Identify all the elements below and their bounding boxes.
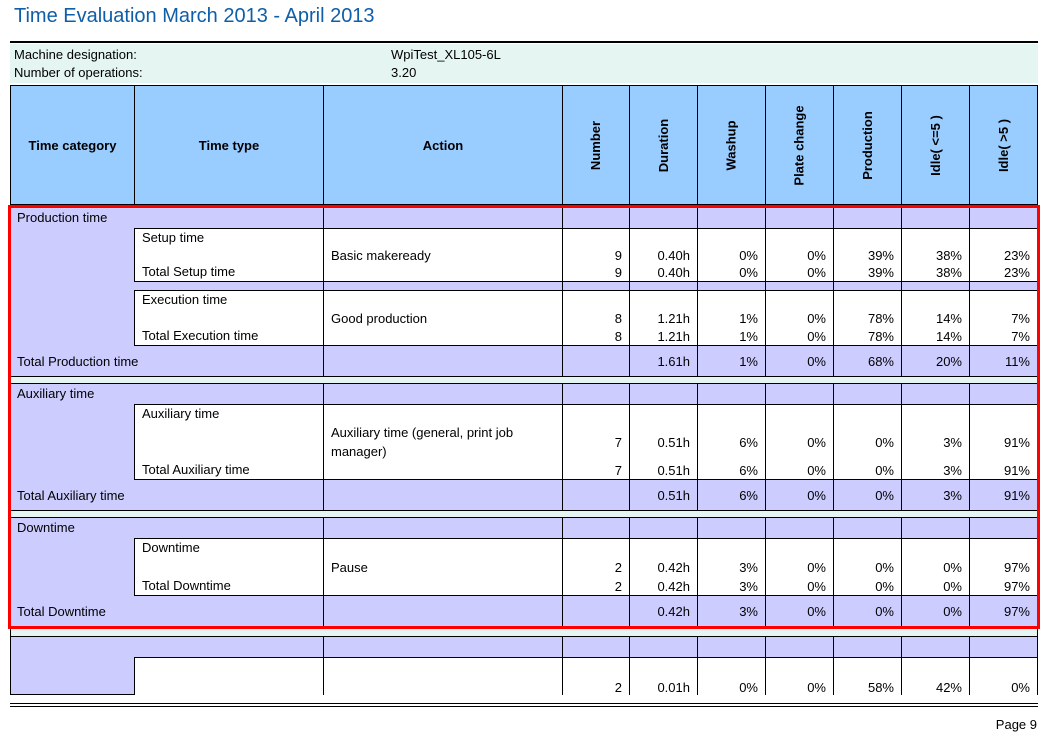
section-total-label: Total Auxiliary time bbox=[17, 487, 125, 503]
washup-cell: 1% 1% bbox=[697, 290, 765, 346]
table-header-row bbox=[10, 85, 1038, 205]
time-type-total-label: Total Downtime bbox=[142, 578, 231, 593]
info-row bbox=[10, 64, 1038, 82]
duration-total: 0.51h bbox=[629, 480, 697, 510]
idle-le5-total: 0% bbox=[901, 596, 969, 626]
section-total-label: Total Production time bbox=[17, 353, 139, 369]
section-separator bbox=[11, 510, 1037, 518]
plate-change-total: 0% bbox=[765, 346, 833, 376]
production-cell: 78% 78% bbox=[833, 290, 901, 346]
section-header-row bbox=[11, 518, 1037, 538]
washup-total: 6% bbox=[697, 480, 765, 510]
section-separator bbox=[11, 376, 1037, 384]
idle-gt5-cell: 23% 23% bbox=[969, 228, 1037, 282]
action-cell bbox=[323, 228, 562, 282]
number-total bbox=[562, 346, 629, 376]
time-type-box bbox=[134, 404, 323, 480]
group-band-cutoff bbox=[11, 657, 1037, 695]
action-label: Good production bbox=[331, 310, 428, 326]
col-header-idle-le5: Idle( <=5 ) bbox=[901, 86, 969, 204]
plate-change-total: 0% bbox=[765, 596, 833, 626]
washup-cell: 3% 3% bbox=[697, 538, 765, 596]
group-band-execution-time bbox=[11, 290, 1037, 346]
section-label: Auxiliary time bbox=[17, 386, 95, 401]
info-value: WpiTest_XL105-6L bbox=[391, 47, 501, 62]
plate-change-total: 0% bbox=[765, 480, 833, 510]
section-total-row bbox=[11, 346, 1037, 376]
idle-le5-total: 20% bbox=[901, 346, 969, 376]
time-type-label: Downtime bbox=[142, 540, 200, 555]
section-header-row bbox=[11, 384, 1037, 404]
duration-cell: 0.01h bbox=[629, 657, 697, 695]
idle-gt5-total: 97% bbox=[969, 596, 1037, 626]
section-production-time bbox=[11, 208, 1037, 376]
action-label: Basic makeready bbox=[331, 247, 431, 263]
production-cell: 0% 0% bbox=[833, 404, 901, 480]
washup-cell: 0% bbox=[697, 657, 765, 695]
group-band-downtime bbox=[11, 538, 1037, 596]
number-total bbox=[562, 480, 629, 510]
col-header-idle-gt5: Idle( >5 ) bbox=[969, 86, 1037, 204]
number-cell: 2 2 bbox=[562, 538, 629, 596]
section-total-label: Total Downtime bbox=[17, 603, 106, 619]
plate-change-cell: 0% bbox=[765, 657, 833, 695]
time-type-total-label: Total Execution time bbox=[142, 328, 259, 343]
group-band-setup-time bbox=[11, 228, 1037, 282]
production-total: 0% bbox=[833, 596, 901, 626]
number-cell: 2 bbox=[562, 657, 629, 695]
section-auxiliary-time bbox=[11, 384, 1037, 510]
info-value: 3.20 bbox=[391, 65, 417, 80]
action-label: Pause bbox=[331, 559, 368, 575]
duration-total: 1.61h bbox=[629, 346, 697, 376]
number-cell: 7 7 bbox=[562, 404, 629, 480]
col-header-number: Number bbox=[562, 86, 629, 204]
time-type-box bbox=[134, 538, 323, 596]
col-header-duration: Duration bbox=[629, 86, 697, 204]
plate-change-cell: 0% 0% bbox=[765, 290, 833, 346]
page-number: Page 9 bbox=[995, 717, 1037, 732]
idle-le5-cell: 3% 3% bbox=[901, 404, 969, 480]
col-header-production: Production bbox=[833, 86, 901, 204]
section-total-row bbox=[11, 480, 1037, 510]
plate-change-cell: 0% 0% bbox=[765, 228, 833, 282]
washup-cell: 6% 6% bbox=[697, 404, 765, 480]
time-type-label: Execution time bbox=[142, 292, 228, 307]
col-header-time-category: Time category bbox=[28, 137, 117, 153]
col-header-time-type: Time type bbox=[134, 86, 323, 204]
section-label: Downtime bbox=[17, 520, 75, 535]
action-label: Auxiliary time (general, print job manager) bbox=[331, 425, 514, 459]
washup-cell: 0% 0% bbox=[697, 228, 765, 282]
idle-le5-total: 3% bbox=[901, 480, 969, 510]
section-separator bbox=[11, 629, 1037, 637]
col-header-plate-change: Plate change bbox=[765, 86, 833, 204]
action-cell bbox=[323, 290, 562, 346]
number-cell: 9 9 bbox=[562, 228, 629, 282]
time-type-box bbox=[134, 290, 323, 346]
production-cell: 39% 39% bbox=[833, 228, 901, 282]
production-cell: 58% bbox=[833, 657, 901, 695]
group-band-auxiliary-time bbox=[11, 404, 1037, 480]
section-downtime bbox=[11, 518, 1037, 626]
section-header-row bbox=[11, 208, 1037, 228]
page-title: Time Evaluation March 2013 - April 2013 bbox=[14, 5, 375, 27]
info-label: Machine designation: bbox=[14, 47, 137, 62]
idle-gt5-cell: 7% 7% bbox=[969, 290, 1037, 346]
machine-info-block bbox=[10, 44, 1038, 83]
duration-cell: 0.40h 0.40h bbox=[629, 228, 697, 282]
number-cell: 8 8 bbox=[562, 290, 629, 346]
section-total-row bbox=[11, 596, 1037, 626]
band-gap bbox=[11, 282, 1037, 290]
duration-cell: 0.42h 0.42h bbox=[629, 538, 697, 596]
duration-cell: 0.51h 0.51h bbox=[629, 404, 697, 480]
info-row bbox=[10, 46, 1038, 64]
production-total: 68% bbox=[833, 346, 901, 376]
production-total: 0% bbox=[833, 480, 901, 510]
idle-gt5-total: 91% bbox=[969, 480, 1037, 510]
action-cell bbox=[323, 538, 562, 596]
plate-change-cell: 0% 0% bbox=[765, 404, 833, 480]
col-header-action: Action bbox=[323, 86, 562, 204]
idle-gt5-cell: 97% 97% bbox=[969, 538, 1037, 596]
action-cell bbox=[323, 657, 562, 695]
next-section-cutoff bbox=[10, 629, 1038, 695]
washup-total: 3% bbox=[697, 596, 765, 626]
idle-le5-cell: 0% 0% bbox=[901, 538, 969, 596]
section-header-row bbox=[11, 637, 1037, 657]
section-label: Production time bbox=[17, 210, 108, 225]
time-type-box bbox=[134, 228, 323, 282]
highlighted-sections bbox=[8, 205, 1040, 629]
time-type-label: Auxiliary time bbox=[142, 406, 220, 421]
time-type-total-label: Total Auxiliary time bbox=[142, 462, 250, 477]
idle-le5-cell: 38% 38% bbox=[901, 228, 969, 282]
idle-gt5-cell: 91% 91% bbox=[969, 404, 1037, 480]
idle-gt5-total: 11% bbox=[969, 346, 1037, 376]
duration-cell: 1.21h 1.21h bbox=[629, 290, 697, 346]
footer-divider bbox=[10, 703, 1038, 707]
idle-le5-cell: 14% 14% bbox=[901, 290, 969, 346]
washup-total: 1% bbox=[697, 346, 765, 376]
col-header-washup: Washup bbox=[697, 86, 765, 204]
production-cell: 0% 0% bbox=[833, 538, 901, 596]
info-label: Number of operations: bbox=[14, 65, 143, 80]
number-total bbox=[562, 596, 629, 626]
section-label bbox=[11, 637, 323, 657]
duration-total: 0.42h bbox=[629, 596, 697, 626]
time-evaluation-table bbox=[10, 85, 1038, 695]
top-divider bbox=[10, 41, 1038, 43]
action-cell bbox=[323, 404, 562, 480]
idle-le5-cell: 42% bbox=[901, 657, 969, 695]
time-type-total-label: Total Setup time bbox=[142, 264, 236, 279]
time-type-box bbox=[134, 657, 323, 695]
plate-change-cell: 0% 0% bbox=[765, 538, 833, 596]
time-type-label: Setup time bbox=[142, 230, 205, 245]
idle-gt5-cell: 0% bbox=[969, 657, 1037, 695]
